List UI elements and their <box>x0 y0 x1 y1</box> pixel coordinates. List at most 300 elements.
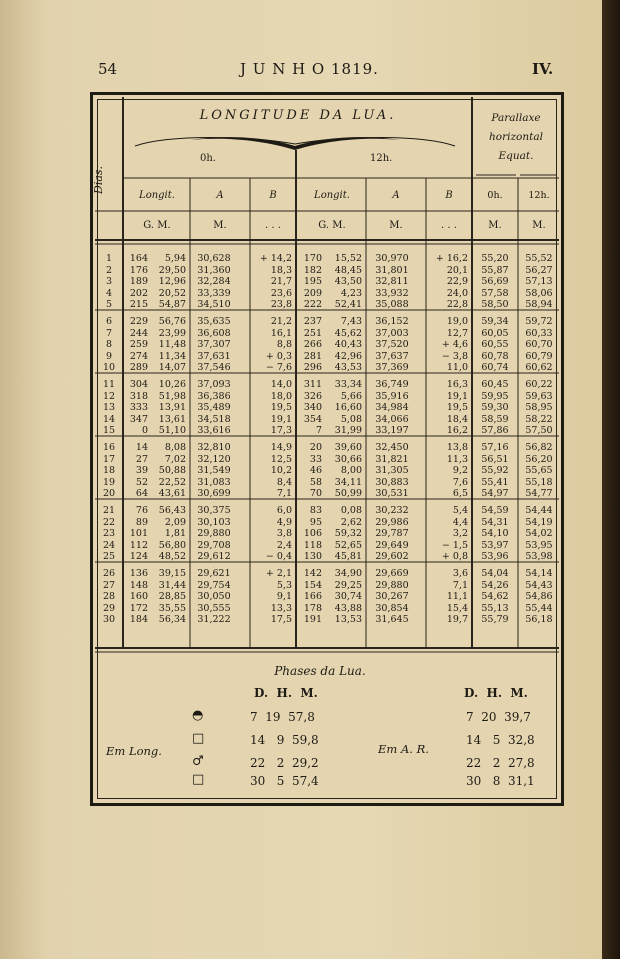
table-cell: 101 <box>129 528 148 540</box>
table-cell: 60,33 <box>525 327 553 339</box>
table-cell: 12 <box>102 390 116 402</box>
table-cell: 2,09 <box>164 516 186 528</box>
table-cell: 5,3 <box>276 579 292 591</box>
table-cell: 7,6 <box>452 476 468 488</box>
table-cell: 95 <box>309 516 322 528</box>
table-cell: 29,649 <box>375 539 409 551</box>
table-cell: 289 <box>129 362 148 374</box>
table-cell: 31,801 <box>375 264 409 276</box>
table-cell: 53,98 <box>525 551 553 563</box>
table-cell: 42,96 <box>334 350 362 362</box>
phase-long-value: 30 5 57,4 <box>250 774 319 788</box>
phase-long-value: 22 2 29,2 <box>250 756 319 770</box>
table-cell: 2 <box>105 264 113 276</box>
table-cell: 40,43 <box>334 339 362 351</box>
parallax-line-3: Equat. <box>498 150 534 162</box>
table-cell: 26 <box>102 568 116 579</box>
table-cell: 0 <box>141 425 148 437</box>
table-cell: 59,34 <box>481 316 509 327</box>
table-cell: 60,62 <box>525 362 553 374</box>
table-cell: + 2,1 <box>265 568 292 579</box>
table-cell: 33,197 <box>375 425 409 437</box>
table-cell: 9,1 <box>276 591 292 603</box>
table-cell: 7 <box>315 425 322 437</box>
table-cell: 30 <box>102 614 116 626</box>
table-cell: 36,749 <box>375 379 409 390</box>
table-cell: 60,70 <box>525 339 553 351</box>
table-cell: 8,4 <box>276 476 292 488</box>
table-cell: 89 <box>135 516 148 528</box>
table-cell: 11,0 <box>446 362 468 374</box>
table-cell: 34,510 <box>197 299 231 311</box>
table-cell: 37,520 <box>375 339 409 351</box>
table-cell: 3 <box>105 276 113 288</box>
table-cell: 35,55 <box>158 602 186 614</box>
table-cell: 33,339 <box>197 287 231 299</box>
table-cell: 43,53 <box>334 362 362 374</box>
table-cell: 16,60 <box>334 402 362 414</box>
table-cell: 24 <box>102 539 116 551</box>
table-cell: 33,34 <box>334 379 362 390</box>
table-cell: + 4,6 <box>441 339 468 351</box>
table-cell: 35,916 <box>375 390 409 402</box>
table-cell: 55,20 <box>481 253 509 264</box>
table-cell: 53,97 <box>481 539 509 551</box>
table-cell: 35,088 <box>375 299 409 311</box>
table-cell: 31,821 <box>375 453 409 465</box>
table-cell: 56,69 <box>481 276 509 288</box>
table-cell: 23,99 <box>158 327 186 339</box>
table-cell: 53,96 <box>481 551 509 563</box>
table-cell: 25 <box>102 551 116 563</box>
table-cell: 33,932 <box>375 287 409 299</box>
table-cell: 54,86 <box>525 591 553 603</box>
table-cell: + 0,3 <box>265 350 292 362</box>
table-cell: 10 <box>102 362 116 374</box>
table-cell: 57,16 <box>481 442 509 453</box>
table-cell: 5,4 <box>452 505 468 516</box>
table-cell: 54,44 <box>525 505 553 516</box>
table-cell: 17,3 <box>270 425 292 437</box>
table-cell: 13,91 <box>158 402 186 414</box>
table-cell: 16,2 <box>446 425 468 437</box>
table-cell: + 16,2 <box>435 253 468 264</box>
table-cell: 28,85 <box>158 591 186 603</box>
table-cell: 35,489 <box>197 402 231 414</box>
table-cell: 11,48 <box>158 339 186 351</box>
phase-ar-value: 7 20 39,7 <box>466 710 531 724</box>
table-cell: 10,26 <box>158 379 186 390</box>
table-cell: + 14,2 <box>259 253 292 264</box>
table-cell: 215 <box>129 299 148 311</box>
table-cell: 29,787 <box>375 528 409 540</box>
table-cell: 28 <box>102 591 116 603</box>
table-cell: 37,003 <box>375 327 409 339</box>
table-cell: 1,81 <box>164 528 186 540</box>
table-cell: 14,07 <box>158 362 186 374</box>
table-cell: 13,8 <box>446 442 468 453</box>
table-cell: 31,305 <box>375 465 409 477</box>
table-cell: 15,4 <box>446 602 468 614</box>
col-b-12: B <box>445 190 453 201</box>
table-cell: 53,95 <box>525 539 553 551</box>
units-m-p0: M. <box>488 220 502 231</box>
table-cell: 20 <box>102 488 116 500</box>
table-cell: 30,66 <box>334 453 362 465</box>
table-cell: 56,27 <box>525 264 553 276</box>
table-cell: 31,44 <box>158 579 186 591</box>
table-cell: 36,608 <box>197 327 231 339</box>
parallax-line-1: Parallaxe <box>491 112 541 124</box>
table-cell: 51,10 <box>158 425 186 437</box>
table-cell: 17 <box>102 453 116 465</box>
table-cell: 55,87 <box>481 264 509 276</box>
table-cell: 106 <box>303 528 322 540</box>
table-cell: 9 <box>105 350 113 362</box>
hour-0-label: 0h. <box>200 153 216 164</box>
table-cell: 54,02 <box>525 528 553 540</box>
table-cell: 54,59 <box>481 505 509 516</box>
table-cell: 154 <box>303 579 322 591</box>
table-cell: 32,450 <box>375 442 409 453</box>
table-cell: 59,63 <box>525 390 553 402</box>
table-cell: 3,2 <box>452 528 468 540</box>
table-cell: 58,22 <box>525 413 553 425</box>
table-cell: 148 <box>129 579 148 591</box>
table-cell: 30,883 <box>375 476 409 488</box>
table-cell: 36,386 <box>197 390 231 402</box>
table-cell: 11 <box>102 379 116 390</box>
table-cell: 29,612 <box>197 551 231 563</box>
table-cell: − 7,6 <box>265 362 292 374</box>
table-cell: 30,375 <box>197 505 231 516</box>
phases-title: Phases da Lua. <box>274 664 366 678</box>
table-cell: 130 <box>303 551 322 563</box>
table-cell: 57,13 <box>525 276 553 288</box>
units-dots-b12: . . . <box>441 220 457 231</box>
table-cell: 54,19 <box>525 516 553 528</box>
table-cell: 21,7 <box>270 276 292 288</box>
table-cell: 30,699 <box>197 488 231 500</box>
table-cell: 6,0 <box>276 505 292 516</box>
table-cell: 16,3 <box>446 379 468 390</box>
hour-12-label: 12h. <box>370 153 393 164</box>
em-long-label: Em Long. <box>106 744 162 758</box>
table-cell: 182 <box>303 264 322 276</box>
table-cell: 56,20 <box>525 453 553 465</box>
table-cell: 83 <box>309 505 322 516</box>
table-cell: 23 <box>102 528 116 540</box>
table-cell: 30,555 <box>197 602 231 614</box>
table-cell: 60,79 <box>525 350 553 362</box>
table-cell: 33,616 <box>197 425 231 437</box>
table-cell: 30,970 <box>375 253 409 264</box>
table-cell: 32,284 <box>197 276 231 288</box>
table-cell: 39 <box>135 465 148 477</box>
table-cell: 164 <box>129 253 148 264</box>
table-cell: 56,80 <box>158 539 186 551</box>
table-cell: 12,5 <box>270 453 292 465</box>
table-cell: 34,518 <box>197 413 231 425</box>
table-cell: − 3,8 <box>441 350 468 362</box>
table-cell: 4,4 <box>452 516 468 528</box>
page-title: J U N H O 1819. <box>240 60 379 78</box>
table-cell: 12,96 <box>158 276 186 288</box>
table-cell: 54,62 <box>481 591 509 603</box>
page-number: 54 <box>98 60 118 78</box>
table-cell: 189 <box>129 276 148 288</box>
table-cell: 60,78 <box>481 350 509 362</box>
table-cell: 29,880 <box>197 528 231 540</box>
table-cell: 222 <box>303 299 322 311</box>
table-cell: 34,984 <box>375 402 409 414</box>
table-cell: 14,9 <box>270 442 292 453</box>
table-cell: 34,066 <box>375 413 409 425</box>
table-cell: 54,26 <box>481 579 509 591</box>
table-cell: 170 <box>303 253 322 264</box>
table-cell: 58,94 <box>525 299 553 311</box>
table-cell: 17,5 <box>270 614 292 626</box>
table-cell: 4,23 <box>340 287 362 299</box>
table-cell: 172 <box>129 602 148 614</box>
table-cell: 33 <box>309 453 322 465</box>
table-cell: 136 <box>129 568 148 579</box>
table-cell: 30,628 <box>197 253 231 264</box>
first-quarter-icon: □ <box>192 772 205 787</box>
book-spine-edge <box>602 0 620 959</box>
table-cell: 7,1 <box>276 488 292 500</box>
units-gm-0: G. M. <box>143 220 171 231</box>
table-cell: 9,2 <box>452 465 468 477</box>
table-cell: 56,34 <box>158 614 186 626</box>
table-cell: 160 <box>129 591 148 603</box>
table-cell: 29,602 <box>375 551 409 563</box>
table-cell: 54,97 <box>481 488 509 500</box>
table-cell: 45,81 <box>334 551 362 563</box>
table-cell: 124 <box>129 551 148 563</box>
table-cell: 333 <box>129 402 148 414</box>
table-cell: 56,43 <box>158 505 186 516</box>
table-cell: 2,4 <box>276 539 292 551</box>
parallax-line-2: horizontal <box>489 131 543 143</box>
table-cell: 259 <box>129 339 148 351</box>
table-cell: 55,79 <box>481 614 509 626</box>
table-cell: 296 <box>303 362 322 374</box>
table-cell: 45,62 <box>334 327 362 339</box>
table-cell: 55,41 <box>481 476 509 488</box>
table-cell: 54,77 <box>525 488 553 500</box>
table-cell: 19,1 <box>446 390 468 402</box>
table-cell: 18,4 <box>446 413 468 425</box>
table-cell: 32,120 <box>197 453 231 465</box>
table-cell: 58 <box>309 476 322 488</box>
table-cell: 4,9 <box>276 516 292 528</box>
table-cell: 37,307 <box>197 339 231 351</box>
col-longit-12: Longit. <box>314 190 350 201</box>
table-cell: 27 <box>135 453 148 465</box>
table-cell: 191 <box>303 614 322 626</box>
table-cell: 48,52 <box>158 551 186 563</box>
table-cell: 354 <box>303 413 322 425</box>
table-cell: 20,52 <box>158 287 186 299</box>
table-cell: 209 <box>303 287 322 299</box>
table-cell: 54,31 <box>481 516 509 528</box>
table-cell: 52,65 <box>334 539 362 551</box>
table-cell: 8,00 <box>340 465 362 477</box>
table-cell: 57,58 <box>481 287 509 299</box>
table-cell: 58,95 <box>525 402 553 414</box>
table-cell: 58,50 <box>481 299 509 311</box>
table-cell: 195 <box>303 276 322 288</box>
table-cell: 326 <box>303 390 322 402</box>
table-cell: 112 <box>129 539 148 551</box>
table-cell: 56,76 <box>158 316 186 327</box>
table-cell: 142 <box>303 568 322 579</box>
table-cell: 54,43 <box>525 579 553 591</box>
table-cell: 30,103 <box>197 516 231 528</box>
phases-dhm-ar: D. H. M. <box>464 686 528 700</box>
table-cell: 37,631 <box>197 350 231 362</box>
table-cell: 237 <box>303 316 322 327</box>
table-cell: 16,1 <box>270 327 292 339</box>
col-longit-0: Longit. <box>139 190 175 201</box>
table-cell: 20 <box>309 442 322 453</box>
table-cell: 251 <box>303 327 322 339</box>
table-cell: 22,8 <box>446 299 468 311</box>
table-cell: 52,41 <box>334 299 362 311</box>
table-cell: 19,5 <box>446 402 468 414</box>
phase-long-value: 14 9 59,8 <box>250 733 319 747</box>
table-cell: 58,06 <box>525 287 553 299</box>
new-moon-icon: ♂ <box>192 754 204 769</box>
table-cell: 55,13 <box>481 602 509 614</box>
table-cell: 54,10 <box>481 528 509 540</box>
table-cell: 13,53 <box>334 614 362 626</box>
table-cell: 37,093 <box>197 379 231 390</box>
table-cell: + 0,8 <box>441 551 468 563</box>
table-cell: 4 <box>105 287 113 299</box>
table-cell: 29,880 <box>375 579 409 591</box>
table-cell: 7,1 <box>452 579 468 591</box>
table-cell: 60,22 <box>525 379 553 390</box>
table-cell: 60,74 <box>481 362 509 374</box>
last-quarter-icon: □ <box>192 731 205 746</box>
table-cell: − 1,5 <box>441 539 468 551</box>
units-m-a12: M. <box>389 220 403 231</box>
table-cell: 7 <box>105 327 113 339</box>
table-cell: 37,546 <box>197 362 231 374</box>
table-cell: 14 <box>135 442 148 453</box>
table-cell: 2,62 <box>340 516 362 528</box>
units-m-a0: M. <box>213 220 227 231</box>
table-cell: 43,88 <box>334 602 362 614</box>
table-cell: 39,60 <box>334 442 362 453</box>
table-cell: 60,45 <box>481 379 509 390</box>
table-cell: 8 <box>105 339 113 351</box>
table-cell: 14,0 <box>270 379 292 390</box>
table-cell: 43,50 <box>334 276 362 288</box>
phase-long-value: 7 19 57,8 <box>250 710 315 724</box>
table-cell: 55,52 <box>525 253 553 264</box>
dias-label: Dias. <box>92 165 105 195</box>
table-cell: 31,645 <box>375 614 409 626</box>
table-cell: 19,5 <box>270 402 292 414</box>
table-cell: 31,360 <box>197 264 231 276</box>
table-cell: 118 <box>303 539 322 551</box>
table-cell: 21,2 <box>270 316 292 327</box>
table-cell: 19,7 <box>446 614 468 626</box>
table-cell: 21 <box>102 505 116 516</box>
table-cell: 31,99 <box>334 425 362 437</box>
table-cell: 10,2 <box>270 465 292 477</box>
table-cell: 56,82 <box>525 442 553 453</box>
table-cell: 15 <box>102 425 116 437</box>
table-cell: 31,549 <box>197 465 231 477</box>
table-cell: 43,61 <box>158 488 186 500</box>
table-cell: 3,8 <box>276 528 292 540</box>
table-cell: 15,52 <box>334 253 362 264</box>
table-cell: 281 <box>303 350 322 362</box>
table-cell: 1 <box>105 253 113 264</box>
table-cell: 22,9 <box>446 276 468 288</box>
table-cell: 11,1 <box>446 591 468 603</box>
table-cell: 58,59 <box>481 413 509 425</box>
table-cell: 30,854 <box>375 602 409 614</box>
table-cell: 202 <box>129 287 148 299</box>
table-cell: 6,5 <box>452 488 468 500</box>
full-moon-icon: ◓ <box>192 708 204 723</box>
table-cell: 34,90 <box>334 568 362 579</box>
table-cell: 178 <box>303 602 322 614</box>
table-cell: 16 <box>102 442 116 453</box>
table-cell: 13,61 <box>158 413 186 425</box>
table-cell: 5,08 <box>340 413 362 425</box>
table-cell: 30,050 <box>197 591 231 603</box>
table-cell: 13 <box>102 402 116 414</box>
table-cell: 18,0 <box>270 390 292 402</box>
table-cell: 51,98 <box>158 390 186 402</box>
table-cell: 318 <box>129 390 148 402</box>
table-cell: 36,152 <box>375 316 409 327</box>
table-cell: 266 <box>303 339 322 351</box>
table-cell: 14 <box>102 413 116 425</box>
table-cell: 11,34 <box>158 350 186 362</box>
table-cell: 55,92 <box>481 465 509 477</box>
units-gm-12: G. M. <box>318 220 346 231</box>
table-cell: 19 <box>102 476 116 488</box>
table-cell: 32,811 <box>375 276 409 288</box>
table-cell: 5,66 <box>340 390 362 402</box>
table-cell: 56,51 <box>481 453 509 465</box>
table-cell: 12,7 <box>446 327 468 339</box>
table-cell: 54,14 <box>525 568 553 579</box>
table-cell: 3,6 <box>452 568 468 579</box>
table-cell: 59,95 <box>481 390 509 402</box>
table-cell: 22,52 <box>158 476 186 488</box>
phases-dhm-long: D. H. M. <box>254 686 318 700</box>
table-cell: 30,232 <box>375 505 409 516</box>
table-cell: 39,15 <box>158 568 186 579</box>
table-cell: 29,25 <box>334 579 362 591</box>
table-cell: 55,18 <box>525 476 553 488</box>
table-cell: 274 <box>129 350 148 362</box>
table-cell: 31,222 <box>197 614 231 626</box>
table-cell: 8,8 <box>276 339 292 351</box>
phase-ar-value: 30 8 31,1 <box>466 774 535 788</box>
table-cell: 46 <box>309 465 322 477</box>
table-cell: 30,531 <box>375 488 409 500</box>
table-cell: 32,810 <box>197 442 231 453</box>
